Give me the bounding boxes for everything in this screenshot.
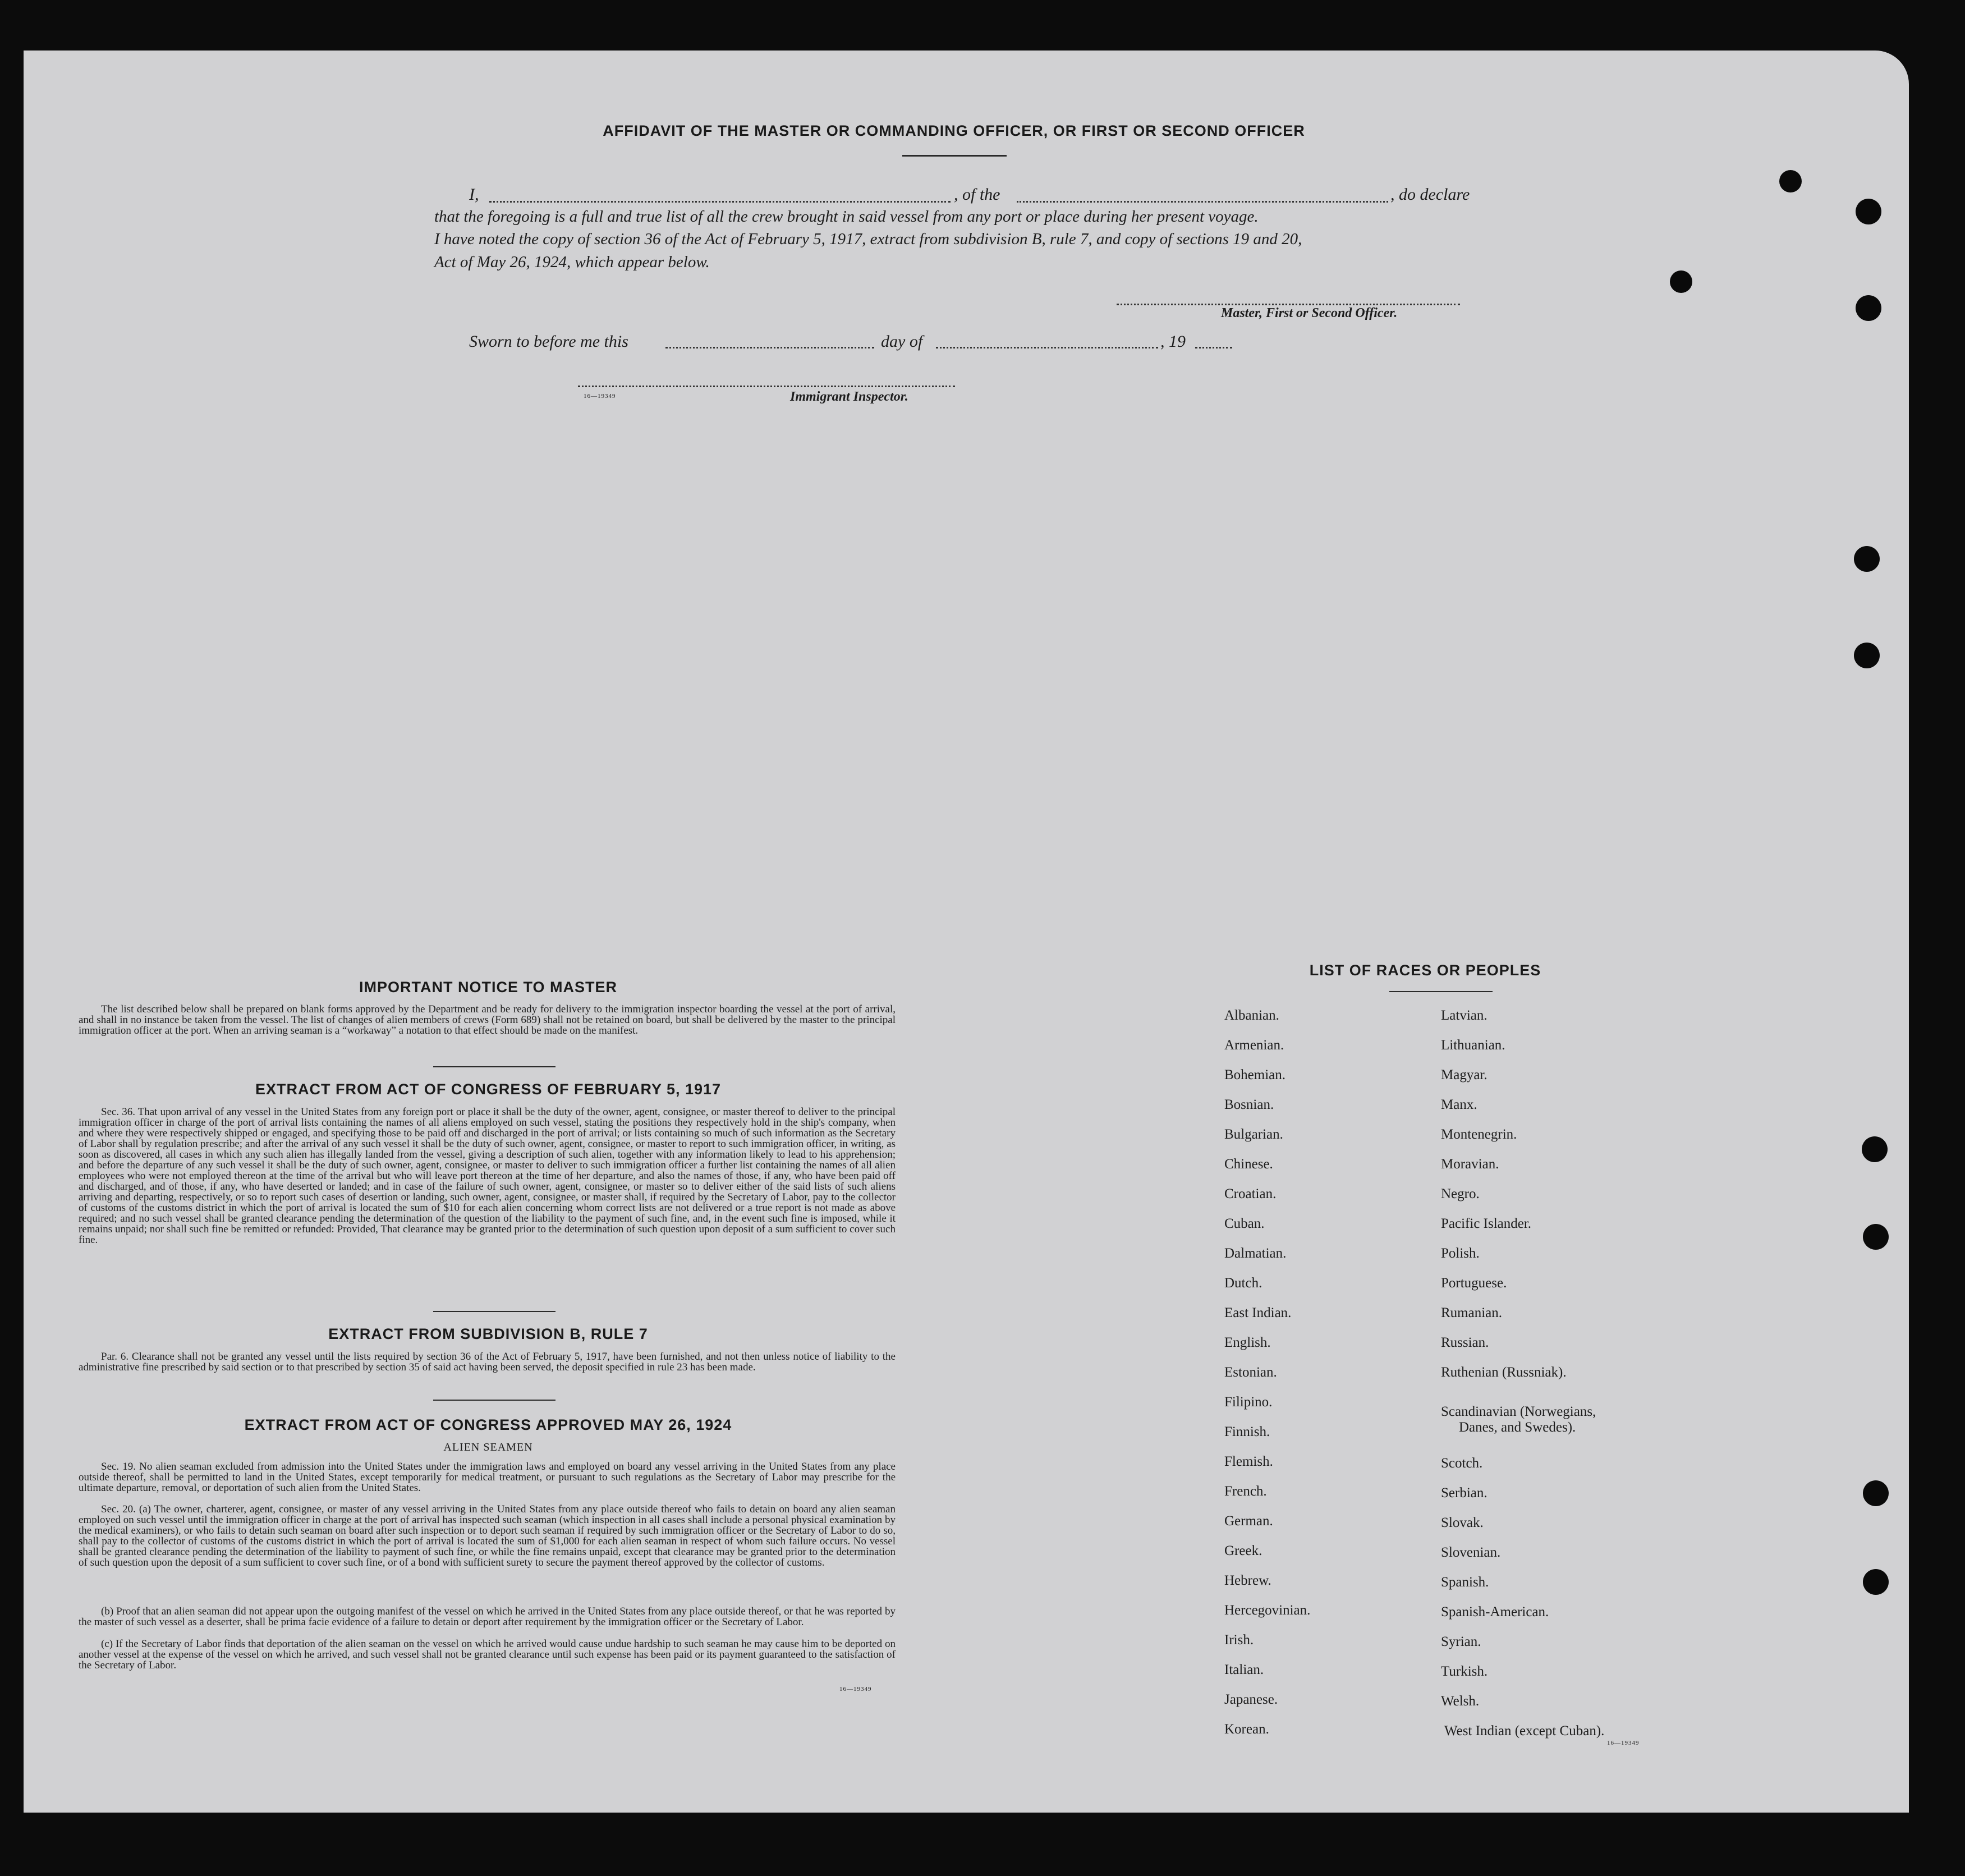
race-right-19: Spanish. [1441,1575,1489,1590]
race-left-18: German. [1224,1513,1273,1529]
race-right-1: Latvian. [1441,1008,1487,1023]
race-left-17: French. [1224,1484,1267,1499]
race-left-3: Bohemian. [1224,1067,1286,1083]
affidavit-line3: I have noted the copy of section 36 of the Act of February 5, 1917, extract from subdivision B, rule 7, and copy of sections 19 and 20, [434,230,1302,248]
sworn-year-blank[interactable] [1195,347,1232,348]
rule7-text: Par. 6. Clearance shall not be granted any vessel until the lists required by section 36 of the Act of February 5, 1917, have been furnished, and not then unless notice of liability to the administrative fine prescribed by said section or to that prescribed by section 35 of said act having been served, the deposit specified in rule 23 has been made. [79,1351,896,1373]
race-left-24: Japanese. [1224,1692,1278,1707]
affidavit-line2: that the foregoing is a full and true list of all the crew brought in said vessel from any port or place during her present voyage. [434,208,1259,226]
master-signature-blank[interactable] [1117,304,1460,305]
punch-hole [1854,643,1880,668]
race-left-1: Albanian. [1224,1008,1279,1023]
sworn-month-blank[interactable] [936,347,1158,348]
affidavit-title: AFFIDAVIT OF THE MASTER OR COMMANDING OFFICER, OR FIRST OR SECOND OFFICER [603,122,1305,139]
inspector-signature-blank[interactable] [578,386,955,387]
affidavit-declare: , do declare [1390,185,1470,204]
punch-hole [1863,1480,1889,1506]
race-right-17: Slovak. [1441,1515,1484,1530]
year-label: , 19 [1160,332,1186,351]
race-left-9: Dalmatian. [1224,1246,1287,1261]
race-right-12: Russian. [1441,1335,1489,1350]
race-right-24: West Indian (except Cuban). [1444,1723,1605,1739]
race-left-8: Cuban. [1224,1216,1265,1231]
race-left-19: Greek. [1224,1543,1262,1558]
race-left-4: Bosnian. [1224,1097,1274,1112]
divider [433,1311,555,1312]
race-left-22: Irish. [1224,1632,1254,1648]
divider [1389,991,1493,992]
master-label: Master, First or Second Officer. [1221,306,1398,320]
race-left-12: English. [1224,1335,1271,1350]
race-right-6: Moravian. [1441,1157,1499,1172]
divider [433,1400,555,1401]
race-right-3: Magyar. [1441,1067,1487,1083]
name-blank[interactable] [489,201,951,203]
races-title: LIST OF RACES OR PEOPLES [1309,962,1541,979]
rule7-title: EXTRACT FROM SUBDIVISION B, RULE 7 [328,1325,648,1342]
race-left-15: Finnish. [1224,1424,1270,1439]
sworn-label: Sworn to before me this [469,332,628,351]
punch-hole [1779,170,1802,192]
sec20c-text: (c) If the Secretary of Labor finds that deportation of the alien seaman on the vessel on which he arrived would cause undue hardship to such seaman he may cause him to be deported on another vessel at the expense of the vessel on which he arrived, and such vessel shall not be granted clearance until such expense has been paid or its payment guaranteed to the satisfaction of the Secretary of Labor. [79,1638,896,1671]
race-left-5: Bulgarian. [1224,1127,1283,1142]
alien-seamen-subtitle: ALIEN SEAMEN [443,1441,533,1453]
form-number: 16—19349 [584,393,616,400]
race-right-4: Manx. [1441,1097,1477,1112]
extract-1924-title: EXTRACT FROM ACT OF CONGRESS APPROVED MAY 26, 1924 [244,1416,732,1433]
race-right-5: Montenegrin. [1441,1127,1517,1142]
affidavit-of-the: , of the [954,185,1000,204]
race-right-14: Scandinavian (Norwegians, [1441,1404,1596,1419]
race-right-13: Ruthenian (Russniak). [1441,1365,1567,1380]
race-right-21: Syrian. [1441,1634,1481,1649]
punch-hole [1862,1136,1888,1162]
vessel-blank[interactable] [1017,201,1388,203]
punch-hole [1856,199,1881,224]
divider [433,1066,555,1067]
sec20a-text: Sec. 20. (a) The owner, charterer, agent, consignee, or master of any vessel arriving in the United States from any place outside thereof who fails to detain on board any alien seaman employed on such vessel until the immigration officer in charge at the port of arrival has inspected such seaman (which inspection in all cases shall include a personal physical examination by the medical examiners), or who fails to detain such seaman on board after such inspection or to deport such seaman if required by such immigration officer or the Secretary of Labor to do so, shall pay to the collector of customs of the customs district in which the port of arrival is located the sum of $1,000 for each alien seaman in respect of whom such failure occurs. No vessel shall be granted clearance pending the determination of the liability to payment of such fine, or while the fine remains unpaid, except that clearance may be granted prior to the determination of such question upon the deposit of a sum sufficient to cover such fine, or of a bond with sufficient surety to secure the payment thereof approved by the collector of customs. [79,1503,896,1568]
sworn-day-blank[interactable] [665,347,874,348]
race-right-15: Scotch. [1441,1456,1483,1471]
race-right-10: Portuguese. [1441,1276,1507,1291]
race-left-7: Croatian. [1224,1186,1277,1201]
race-left-13: Estonian. [1224,1365,1277,1380]
punch-hole [1670,270,1692,293]
race-left-21: Hercegovinian. [1224,1603,1311,1618]
affidavit-line4: Act of May 26, 1924, which appear below. [434,253,710,271]
race-left-11: East Indian. [1224,1305,1292,1320]
race-right-18: Slovenian. [1441,1545,1501,1560]
notice-text: The list described below shall be prepared on blank forms approved by the Department and be ready for delivery to the immigration inspector boarding the vessel at the port of arrival, and shall in no instance be taken from the vessel. The list of changes of alien members of crews (Form 689) shall not be retained on board, but shall be delivered by the master to the principal immigration officer at the port. When an arriving seaman is a “workaway” a notation to that effect should be made on the manifest. [79,1003,896,1036]
affidavit-i: I, [469,185,479,204]
inspector-label: Immigrant Inspector. [790,389,908,404]
race-right-22: Turkish. [1441,1664,1488,1679]
punch-hole [1863,1569,1889,1595]
form-number: 16—19349 [839,1686,872,1692]
race-right-9: Polish. [1441,1246,1480,1261]
race-right-2: Lithuanian. [1441,1038,1505,1053]
race-right-20: Spanish-American. [1441,1604,1549,1620]
race-right-11: Rumanian. [1441,1305,1503,1320]
punch-hole [1854,546,1880,572]
race-right-8: Pacific Islander. [1441,1216,1532,1231]
race-right-7: Negro. [1441,1186,1480,1201]
divider [902,155,1007,157]
race-right-14b: Danes, and Swedes). [1459,1420,1576,1435]
extract-1917-title: EXTRACT FROM ACT OF CONGRESS OF FEBRUARY 5, 1917 [255,1081,722,1098]
sec20b-text: (b) Proof that an alien seaman did not appear upon the outgoing manifest of the vessel on which he arrived in the United States from any place outside thereof, or that he was reported by the master of such vessel as a deserter, shall be prima facie evidence of a failure to detain or deport after requirement by the immigration officer or the Secretary of Labor. [79,1606,896,1628]
race-left-2: Armenian. [1224,1038,1284,1053]
race-left-6: Chinese. [1224,1157,1273,1172]
sec19-text: Sec. 19. No alien seaman excluded from admission into the United States under the immigration laws and employed on board any vessel arriving in the United States from any place outside thereof, shall be permitted to land in the United States, except temporarily for medical treatment, or pursuant to such regulations as the Secretary of Labor may prescribe for the ultimate departure, removal, or deportation of such alien from the United States. [79,1461,896,1494]
form-number: 16—19349 [1607,1740,1640,1746]
race-left-23: Italian. [1224,1662,1264,1677]
race-left-10: Dutch. [1224,1276,1262,1291]
race-right-16: Serbian. [1441,1485,1487,1501]
notice-title: IMPORTANT NOTICE TO MASTER [359,979,617,996]
punch-hole [1856,295,1881,321]
race-left-25: Korean. [1224,1722,1269,1737]
race-left-20: Hebrew. [1224,1573,1271,1588]
extract-1917-text: Sec. 36. That upon arrival of any vessel in the United States from any foreign port or place it shall be the duty of the owner, agent, consignee, or master thereof to deliver to the principal immigration officer in charge of the port of arrival lists containing the names of all aliens employed on such vessel, stating the positions they respectively hold in the ship's company, when and where they were respectively shipped or engaged, and specifying those to be paid off and discharged in the port of arrival; or lists containing so much of such information as the Secretary of Labor shall by regulation prescribe; and after the arrival of any such vessel it shall be the duty of such owner, agent, consignee, or master to report to such immigration officer, in writing, as soon as discovered, all cases in which any such alien has illegally landed from the vessel, giving a description of such alien, together with any information likely to lead to his apprehension; and before the departure of any such vessel it shall be the duty of such owner, agent, consignee, or master to deliver to such immigration officer a further list containing the names of all alien employees who were not employed thereon at the time of the arrival but who will leave port thereon at the time of her departure, and also the names of those, if any, who have been paid off and discharged, and of those, if any, who have deserted or landed; and in case of the failure of such owner, agent, consignee, or master so to deliver either of the said lists of such aliens arriving and departing, respectively, or so to report such cases of desertion or landing, such owner, agent, consignee, or master shall, if required by the Secretary of Labor, pay to the collector of customs of the customs district in which the port of arrival is located the sum of $10 for each alien concerning whom correct lists are not delivered or a true report is not made as above required; and no such vessel shall be granted clearance pending the determination of the question of the liability to the payment of such fine, and, in the event such fine is imposed, while it remains unpaid; nor shall such fine be remitted or refunded: Provided, That clearance may be granted prior to the determination of such question upon deposit of a sum sufficient to cover such fine. [79,1106,896,1246]
race-left-16: Flemish. [1224,1454,1273,1469]
race-left-14: Filipino. [1224,1395,1273,1410]
day-of-label: day of [881,332,923,351]
race-right-23: Welsh. [1441,1694,1480,1709]
punch-hole [1863,1224,1889,1250]
